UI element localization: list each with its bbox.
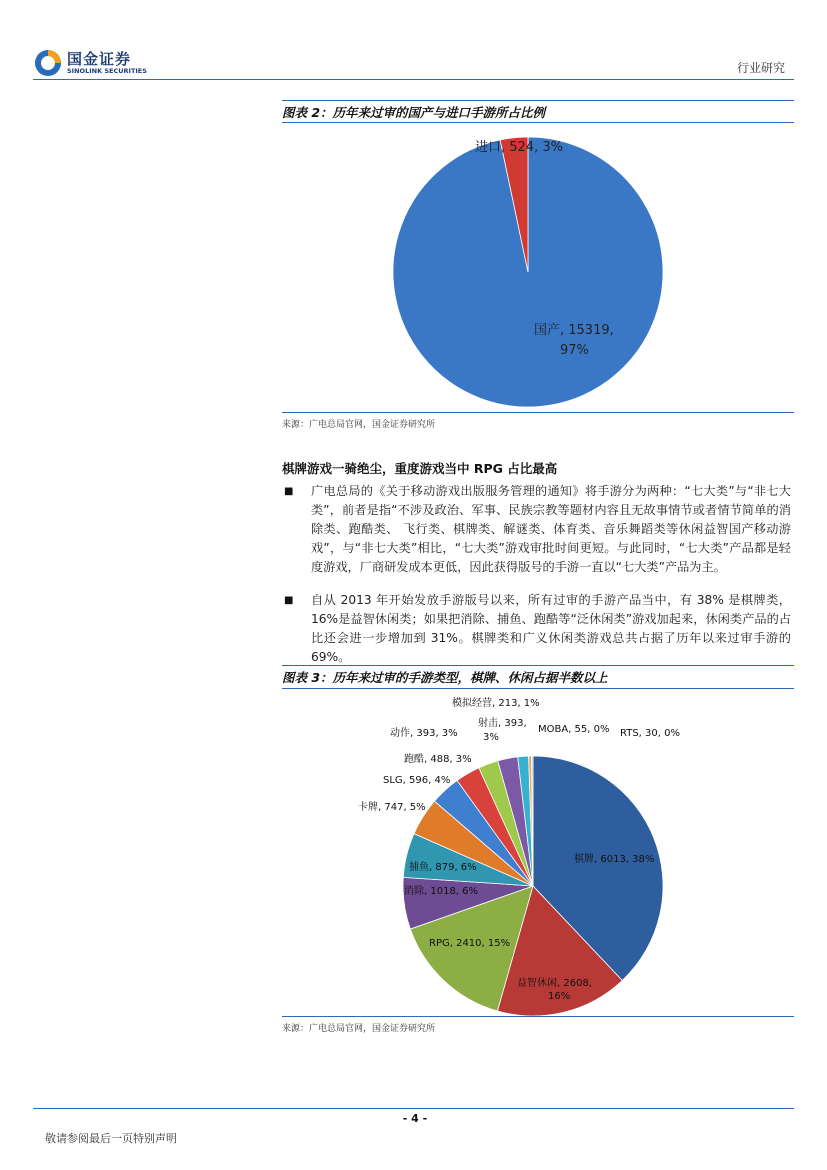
bullet-paragraph-2: 自从 2013 年开始发放手游版号以来，所有过审的手游产品当中，有 38% 是棋牌类，16%是益智休闲类；如果把消除、捕鱼、跑酷等“泛休闲类”游戏加起来，休闲类产品的占比还会进一步增加到 31%。棋牌类和广义休闲类游戏总共占据了历年以来过审手游的 69%。 [311, 593, 791, 664]
pie3-label-sheji-2: 3% [483, 732, 499, 743]
fig2-bottom-rule [282, 412, 794, 413]
pie3-label-yizhi-2: 16% [548, 991, 571, 1002]
bullet-paragraph-1: 广电总局的《关于移动游戏出版服务管理的通知》将手游分为两种：“七大类”与“非七大类”，前者是指“不涉及政治、军事、民族宗教等题材内容且无故事情节或者情节简单的消除类、跑酷类、 飞行类、棋牌类、解谜类、体育类、音乐舞蹈类等休闲益智国产移动游戏”，与“非七大类”相比，“七大类”游戏审批时间更短。与此同时，“七大类”产品都是轻度游戏，厂商研发成本更低，因此获得版号的手游一直以“七大类”产品为主。 [311, 484, 791, 574]
pie3-label-paoku: 跑酷, 488, 3% [404, 754, 472, 765]
fig3-bottom-rule [282, 1016, 794, 1017]
pie3-label-dongzuo: 动作, 393, 3% [390, 728, 458, 739]
pie3-label-moba: MOBA, 55, 0% [538, 724, 610, 735]
bullet-icon: ■ [284, 486, 294, 497]
pie3-label-sheji-1: 射击, 393, [478, 718, 527, 729]
pie2-label-domestic-2: 97% [560, 343, 589, 358]
pie3-label-yizhi-1: 益智休闲, 2608, [517, 978, 592, 989]
page-number: - 4 - [402, 1112, 428, 1125]
figure2-title: 图表 2：历年来过审的国产与进口手游所占比例 [282, 105, 546, 120]
pie3-label-rpg: RPG, 2410, 15% [429, 938, 511, 949]
pie2-label-import: 进口, 524, 3% [475, 140, 563, 155]
footer-divider [33, 1108, 794, 1109]
pie3-label-moni: 模拟经营, 213, 1% [452, 698, 540, 709]
bullet-icon: ■ [284, 595, 294, 606]
pie3-label-slg: SLG, 596, 4% [383, 775, 451, 786]
pie3-label-buyu: 捕鱼, 879, 6% [409, 862, 477, 873]
pie3-label-rts: RTS, 30, 0% [620, 728, 680, 739]
report-category: 行业研究 [736, 61, 785, 75]
disclaimer-note: 敬请参阅最后一页特别声明 [45, 1132, 177, 1145]
header-divider [33, 79, 794, 80]
fig2-title-rule [282, 122, 794, 123]
fig3-top-rule [282, 665, 794, 666]
figure3-title: 图表 3：历年来过审的手游类型，棋牌、休闲占据半数以上 [282, 670, 608, 685]
section-title: 棋牌游戏一骑绝尘，重度游戏当中 RPG 占比最高 [282, 461, 558, 476]
fig3-title-rule [282, 688, 794, 689]
pie3-label-qipai: 棋牌, 6013, 38% [574, 854, 655, 865]
pie2-label-domestic-1: 国产, 15319, [534, 323, 614, 338]
company-logo [33, 46, 153, 80]
figure3-pie-chart [282, 690, 794, 1016]
pie3-label-kapai: 卡牌, 747, 5% [358, 802, 426, 813]
fig2-top-rule [282, 100, 794, 101]
figure2-pie-chart [282, 124, 794, 412]
figure2-source: 来源：广电总局官网，国金证券研究所 [282, 420, 436, 430]
logo-text-en: SINOLINK SECURITIES [67, 67, 147, 75]
logo-mark-icon [33, 48, 63, 78]
figure3-source: 来源：广电总局官网，国金证券研究所 [282, 1024, 436, 1034]
pie3-label-xiaochu: 消除, 1018, 6% [404, 886, 479, 897]
logo-text-cn: 国金证券 [67, 50, 132, 68]
